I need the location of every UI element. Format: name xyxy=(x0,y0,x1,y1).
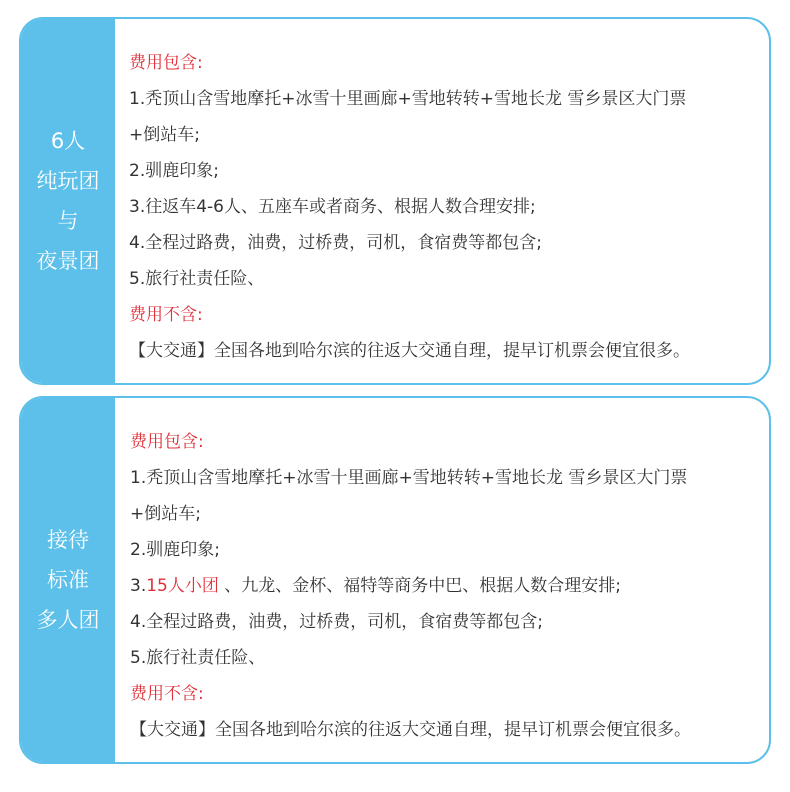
card-side-label xyxy=(21,19,115,383)
included-item: +倒站车; xyxy=(130,504,201,524)
included-heading: 费用包含: xyxy=(130,432,204,452)
included-item: 5.旅行社责任险、 xyxy=(129,269,265,289)
excluded-text: 【大交通】全国各地到哈尔滨的往返大交通自理，提早订机票会便宜很多。 xyxy=(130,720,691,740)
item3-highlight: 15人小团 xyxy=(146,576,219,596)
card-content xyxy=(115,398,769,762)
side-line: 接待 xyxy=(47,528,89,552)
package-card-6-person xyxy=(19,17,771,385)
excluded-text: 【大交通】全国各地到哈尔滨的往返大交通自理，提早订机票会便宜很多。 xyxy=(129,341,690,361)
item3-prefix: 3. xyxy=(130,576,147,596)
side-line: 夜景团 xyxy=(36,249,100,273)
side-line: 标准 xyxy=(47,568,89,592)
excluded-heading: 费用不含: xyxy=(129,305,203,325)
side-line: 与 xyxy=(57,209,79,233)
side-line: 多人团 xyxy=(36,608,100,632)
included-item: 1.秃顶山含雪地摩托+冰雪十里画廊+雪地转转+雪地长龙 雪乡景区大门票 xyxy=(130,468,688,488)
side-line: 纯玩团 xyxy=(36,169,100,193)
excluded-heading: 费用不含: xyxy=(130,684,204,704)
included-item: 4.全程过路费，油费，过桥费，司机，食宿费等都包含; xyxy=(129,233,542,253)
card-content xyxy=(115,19,769,383)
included-item: 2.驯鹿印象; xyxy=(129,161,219,181)
included-item: 4.全程过路费，油费，过桥费，司机，食宿费等都包含; xyxy=(130,612,543,632)
included-item: 5.旅行社责任险、 xyxy=(130,648,266,668)
included-item: 3.往返车4-6人、五座车或者商务、根据人数合理安排; xyxy=(129,197,536,217)
package-card-group xyxy=(19,396,771,764)
included-item: +倒站车; xyxy=(129,125,200,145)
side-line: 6人 xyxy=(50,129,86,153)
included-heading: 费用包含: xyxy=(129,53,203,73)
item3-rest: 、九龙、金杯、福特等商务中巴、根据人数合理安排; xyxy=(218,576,622,596)
included-item-3 xyxy=(130,568,769,604)
card-side-label xyxy=(21,398,115,762)
included-item: 2.驯鹿印象; xyxy=(130,540,220,560)
included-item: 1.秃顶山含雪地摩托+冰雪十里画廊+雪地转转+雪地长龙 雪乡景区大门票 xyxy=(129,89,687,109)
